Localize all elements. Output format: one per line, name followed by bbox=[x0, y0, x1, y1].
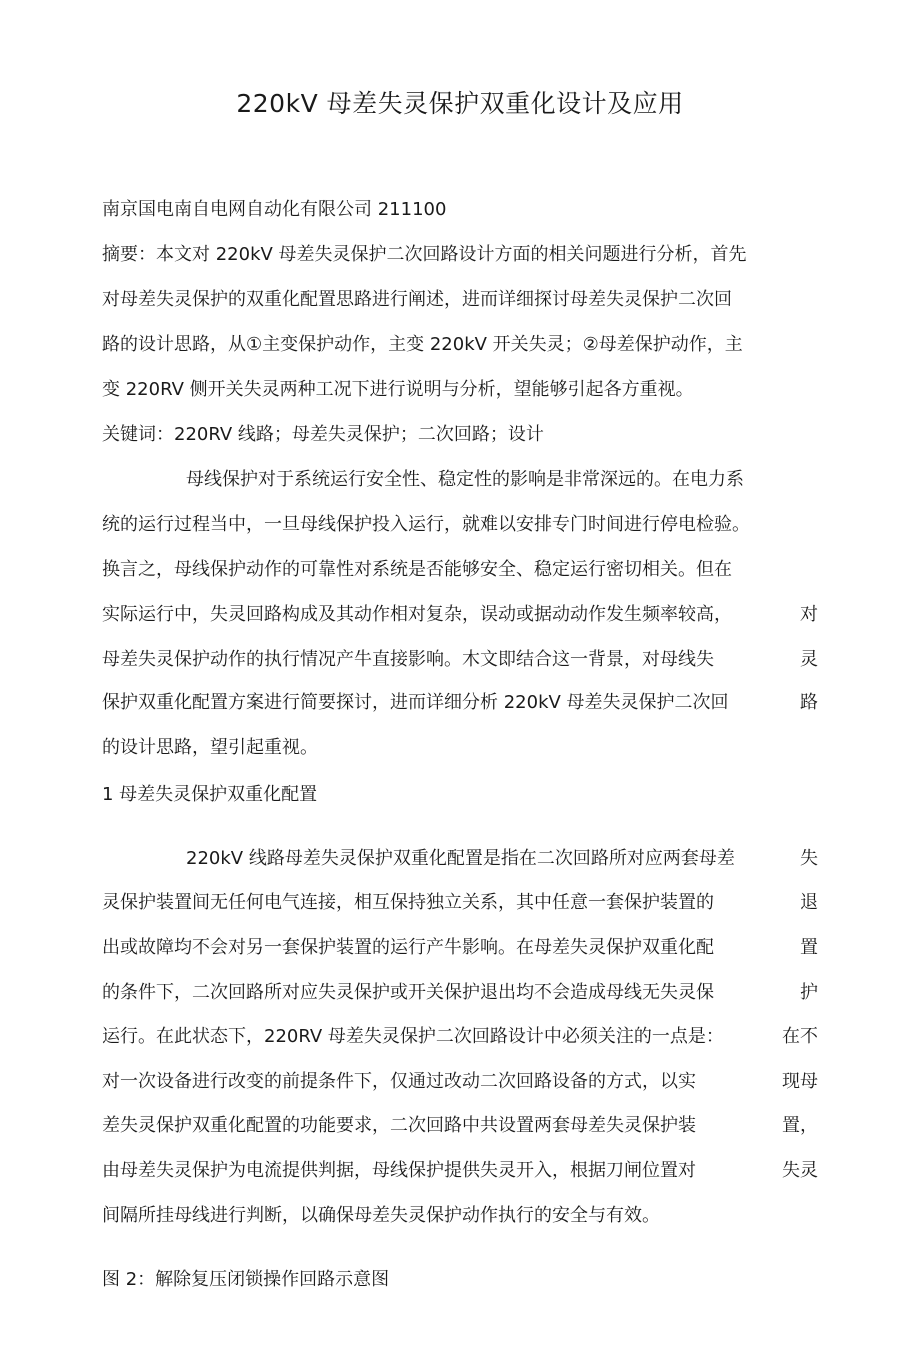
abstract-line: 摘要：本文对 220kV 母差失灵保护二次回路设计方面的相关问题进行分析，首先 bbox=[102, 244, 747, 265]
section-line-tail: 退 bbox=[800, 892, 818, 913]
intro-line-tail: 路 bbox=[800, 692, 818, 713]
section-line-tail: 在不 bbox=[782, 1026, 818, 1047]
intro-line: 换言之，母线保护动作的可靠性对系统是否能够安全、稳定运行密切相关。但在 bbox=[102, 559, 732, 580]
section-line bbox=[186, 846, 818, 872]
section-line bbox=[102, 1024, 818, 1050]
keywords: 关键词：220RV 线路；母差失灵保护；二次回路；设计 bbox=[102, 424, 544, 445]
section-line-text: 灵保护装置间无任何电气连接，相互保持独立关系，其中任意一套保护装置的 bbox=[102, 892, 714, 913]
section-heading: 1 母差失灵保护双重化配置 bbox=[102, 784, 318, 805]
section-line-tail: 现母 bbox=[782, 1071, 818, 1092]
section-line-text: 对一次设备进行改变的前提条件下，仅通过改动二次回路设备的方式，以实 bbox=[102, 1071, 696, 1092]
section-line-tail: 置， bbox=[782, 1115, 818, 1136]
intro-line: 统的运行过程当中，一旦母线保护投入运行，就难以安排专门时间进行停电检验。 bbox=[102, 514, 750, 535]
section-line bbox=[102, 1158, 818, 1184]
intro-line-text: 实际运行中，失灵回路构成及其动作相对复杂，误动或据动动作发生频率较高， bbox=[102, 604, 732, 625]
section-line bbox=[102, 1069, 818, 1095]
section-line-text: 出或故障均不会对另一套保护装置的运行产牛影响。在母差失灵保护双重化配 bbox=[102, 937, 714, 958]
section-line: 间隔所挂母线进行判断，以确保母差失灵保护动作执行的安全与有效。 bbox=[102, 1205, 660, 1226]
intro-line: 母线保护对于系统运行安全性、稳定性的影响是非常深远的。在电力系 bbox=[186, 469, 744, 490]
section-line-text: 220kV 线路母差失灵保护双重化配置是指在二次回路所对应两套母差 bbox=[186, 848, 735, 869]
section-line-text: 由母差失灵保护为电流提供判据，母线保护提供失灵开入，根据刀闸位置对 bbox=[102, 1160, 696, 1181]
intro-line-text: 母差失灵保护动作的执行情况产牛直接影响。木文即结合这一背景，对母线失 bbox=[102, 649, 714, 670]
affiliation: 南京国电南自电网自动化有限公司 211100 bbox=[102, 199, 447, 220]
intro-line-tail: 对 bbox=[800, 604, 818, 625]
document-title: 220kV 母差失灵保护双重化设计及应用 bbox=[236, 89, 684, 118]
section-line-text: 的条件下，二次回路所对应失灵保护或开关保护退出均不会造成母线无失灵保 bbox=[102, 982, 714, 1003]
section-line bbox=[102, 935, 818, 961]
section-line-tail: 失 bbox=[800, 848, 818, 869]
intro-line bbox=[102, 690, 818, 716]
section-line bbox=[102, 1113, 818, 1139]
section-line bbox=[102, 890, 818, 916]
figure-caption: 图 2：解除复压闭锁操作回路示意图 bbox=[102, 1269, 390, 1290]
intro-line-text: 保护双重化配置方案进行简要探讨，进而详细分析 220kV 母差失灵保护二次回 bbox=[102, 692, 729, 713]
section-line-tail: 护 bbox=[800, 982, 818, 1003]
intro-line-tail: 灵 bbox=[800, 649, 818, 670]
section-line bbox=[102, 980, 818, 1006]
intro-line bbox=[102, 602, 818, 628]
section-line-tail: 置 bbox=[800, 937, 818, 958]
abstract-line: 变 220RV 侧开关失灵两种工况下进行说明与分析，望能够引起各方重视。 bbox=[102, 379, 694, 400]
section-line-text: 运行。在此状态下，220RV 母差失灵保护二次回路设计中必须关注的一点是： bbox=[102, 1026, 724, 1047]
intro-line bbox=[102, 647, 818, 673]
section-line-tail: 失灵 bbox=[782, 1160, 818, 1181]
section-line-text: 差失灵保护双重化配置的功能要求，二次回路中共设置两套母差失灵保护装 bbox=[102, 1115, 696, 1136]
intro-line: 的设计思路，望引起重视。 bbox=[102, 737, 318, 758]
abstract-line: 路的设计思路，从①主变保护动作，主变 220kV 开关失灵；②母差保护动作，主 bbox=[102, 334, 743, 355]
abstract-line: 对母差失灵保护的双重化配置思路进行阐述，进而详细探讨母差失灵保护二次回 bbox=[102, 289, 732, 310]
